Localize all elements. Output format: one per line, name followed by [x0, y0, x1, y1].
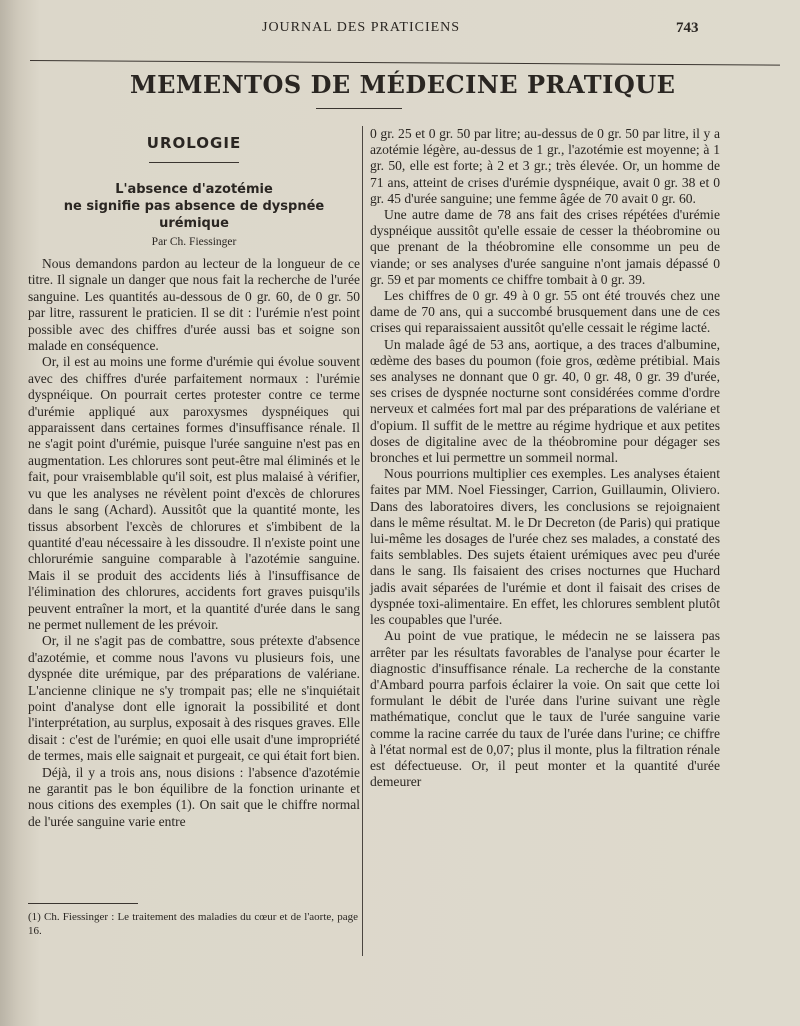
- header-rule: [30, 60, 780, 66]
- right-paragraph: Un malade âgé de 53 ans, aortique, a des traces d'albumine, œdème des bases du poumon (foie gros, œdème prétibial. Mais ses analyses ne donnant que 0 gr. 40, 0 gr. 48, 0 gr. 39 d'urée, ses crises de dyspnée nocturne sont considérées comme d'ordre nerveux et calmées fort mal par des préparations de valériane et d'opium. Il suffit de le mettre au régime hydrique et aux petites doses de digitaline avec de la théobromine pour dégager ses bronches et lui permettre un sommeil normal.: [370, 336, 720, 466]
- running-title: JOURNAL DES PRATICIENS: [262, 20, 461, 35]
- right-paragraph: Une autre dame de 78 ans fait des crises répétées d'urémie dyspnéique aussitôt qu'elle essaie de cesser la théobromine ou que prenant de la théobromine elle consomme un peu de viande; or ses analyses d'urée sanguine n'ont jamais dépassé 0 gr. 59 et par moments ce chiffre tombait à 0 gr. 39.: [370, 207, 720, 287]
- right-paragraph: Les chiffres de 0 gr. 49 à 0 gr. 55 ont été trouvés chez une dame de 70 ans, qui a succombé brusquement dans une de ces crises qui reparaissaient aussitôt qu'elle cessait le régime lacté.: [370, 288, 720, 336]
- article-title: [28, 181, 360, 232]
- right-paragraph: 0 gr. 25 et 0 gr. 50 par litre; au-dessus de 0 gr. 50 par litre, il y a azotémie légère, au-dessus de 1 gr., l'azotémie est moyenne; à 1 gr. 50, elle est forte; à 2 et 3 gr.; très élevée. Or, un homme de 71 ans, atteint de crises d'urémie dyspnéique, avait 0 gr. 38 et 0 gr. 45 d'urée sanguine; une femme âgée de 70 avait 0 gr. 60.: [370, 126, 720, 206]
- right-paragraph: Nous pourrions multiplier ces exemples. Les analyses étaient faites par MM. Noel Fiessinger, Carrion, Guillaumin, Oliviero. Dans des laboratoires divers, les conclusions se rejoignaient dans le même résultat. M. le Dr Decreton (de Paris) qui pratique lui-même les dosages de l'urée chez ses malades, a constaté des faits semblables. Des sujets étaient urémiques avec peu d'urée dans le sang. Ils faisaient des crises nocturnes que Huchard jadis avait séparées de l'urémie et dont il faisait des crises de dyspnée toxi-alimentaire. En effet, les chlorures semblent plutôt les coupables que l'urée.: [370, 466, 720, 628]
- section-title-rule: [316, 108, 402, 109]
- article-title-line-1: L'absence d'azotémie: [115, 182, 273, 197]
- left-paragraph: Nous demandons pardon au lecteur de la longueur de ce titre. Il signale un danger que nous fait la recherche de l'urée sanguine. Les quantités au-dessous de 0 gr. 60, de 0 gr. 50 par litre, rassurent le praticien. Il se dit : l'urémie n'est point possible avec des chiffres d'urée aussi bas et soigne son malade en conséquence.: [28, 256, 360, 354]
- footnote: (1) Ch. Fiessinger : Le traitement des maladies du cœur et de l'aorte, page 16.: [28, 911, 358, 937]
- section-title: MEMENTOS DE MÉDECINE PRATIQUE: [130, 70, 676, 99]
- article-title-line-2: ne signifie pas absence de dyspnée urémique: [63, 199, 325, 231]
- column-divider: [362, 126, 363, 956]
- rubric-rule: [149, 162, 239, 163]
- footnote-rule: [28, 903, 138, 904]
- rubric-heading: UROLOGIE: [146, 134, 242, 152]
- left-paragraph: Or, il est au moins une forme d'urémie qui évolue souvent avec des chiffres d'urée parfaitement normaux : l'urémie dyspnéique. On pourrait certes protester contre ce terme d'urémie appliqué aux paroxysmes dyspnéiques qui apparaissent dans certaines formes d'insuffisance rénale. Il ne s'agit point d'urémie, puisque l'urée sanguine n'est pas en augmentation. Les chlorures sont peut-être mal éliminés et le fait, pour vraisemblable qu'il soit, est plus malaisé à vérifier, vu que les analyses ne révèlent point d'excès de chlorures dans le sang (Achard). Aussitôt que la quantité monte, les tissus absorbent l'excès de chlorures et s'imbibent de la quantité d'eau nécessaire à les dissoudre. Il n'existe point une chlorurémie sanguine comparable à l'azotémie sanguine. Mais il se produit des accidents liés à l'insuffisance de l'élimination des chlorures, accidents fort graves puisqu'ils peuvent entraîner la mort, et la quantité d'urée dans le sang ne permet nullement de les prévoir.: [28, 354, 360, 632]
- byline: Par Ch. Fiessinger: [151, 236, 237, 248]
- right-column: [370, 126, 720, 936]
- left-column: [28, 126, 360, 956]
- left-paragraph: Déjà, il y a trois ans, nous disions : l'absence d'azotémie ne garantit pas le bon équilibre de la fonction urinante et nous citions des exemples (1). On sait que le chiffre normal de l'urée sanguine varie entre: [28, 764, 360, 829]
- running-head: [0, 20, 800, 42]
- left-paragraph: Or, il ne s'agit pas de combattre, sous prétexte d'absence d'azotémie, et comme nous l'avons vu plusieurs fois, une dyspnée dite urémique, par des préparations de valériane. L'ancienne clinique ne s'y trompait pas; elle ne s'inquiétait point d'analyse dont elle ignorait la possibilité et dont l'interprétation, au surplus, exposait à des risques graves. Elle disait : c'est de l'urémie; en quoi elle usait d'une impropriété de termes, mais elle saignait et purgeait, ce qui était fort bien.: [28, 633, 360, 764]
- right-paragraph: Au point de vue pratique, le médecin ne se laissera pas arrêter par les résultats favorables de l'analyse pour écarter le diagnostic d'insuffisance rénale. La recherche de la constante d'Ambard pourra parfois éclairer la voie. On sait que cette loi formulant le débit de l'urée dans l'urine suivant une règle mathématique, conclut que le taux de l'urée sanguine varie comme la racine carrée du taux de l'urée dans l'urine; ce chiffre à l'état normal est de 0,07; plus il monte, plus la filtration rénale est défectueuse. Or, il peut monter et la quantité d'urée demeurer: [370, 628, 720, 790]
- page-number: 743: [676, 20, 699, 36]
